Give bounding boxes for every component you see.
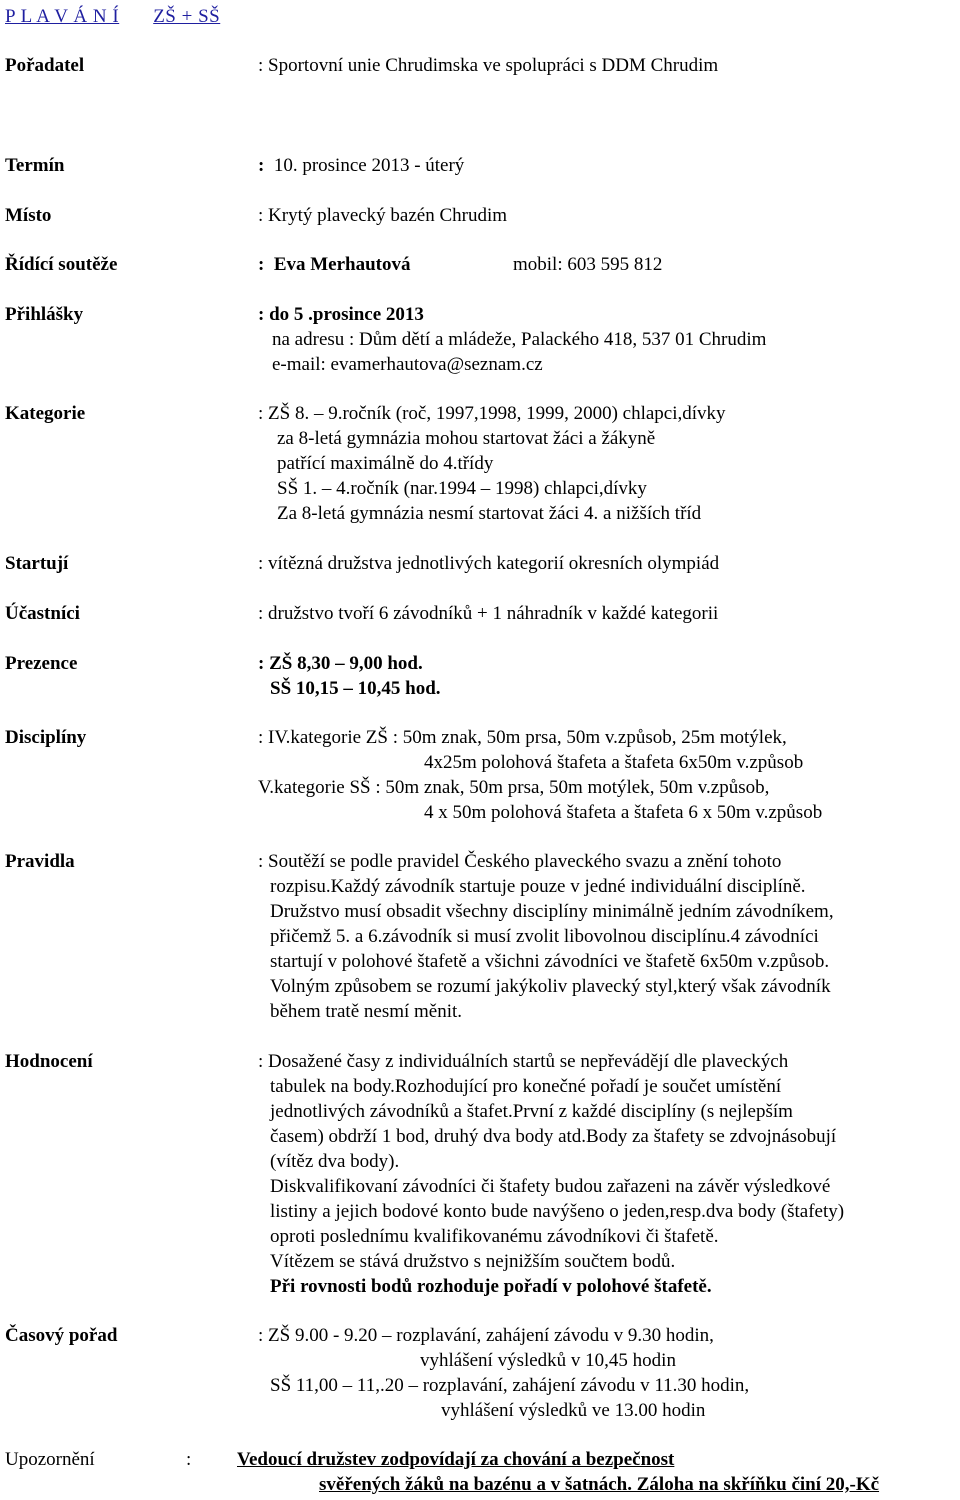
evaluation-line: jednotlivých závodníků a štafet.První z každé disciplíny (s nejlepším: [270, 1101, 793, 1122]
disciplines-line: : IV.kategorie ZŠ : 50m znak, 50m prsa, 50m v.způsob, 25m motýlek,: [258, 727, 787, 748]
applications-label: Přihlášky: [5, 304, 84, 325]
title-sport: P L A V Á N Í: [5, 6, 120, 27]
evaluation-line: oproti poslednímu kvalifikovanému závodníkovi či štafetě.: [270, 1226, 719, 1247]
rules-line: startují v polohové štafetě a všichni závodníci ve štafetě 6x50m v.způsob.: [270, 951, 830, 972]
participants-value: : družstvo tvoří 6 závodníků + 1 náhradník v každé kategorii: [258, 603, 719, 624]
rules-line: rozpisu.Každý závodník startuje pouze v jedné individuální disciplíně.: [270, 876, 806, 897]
rules-line: Družstvo musí obsadit všechny disciplíny minimálně jedním závodníkem,: [270, 901, 834, 922]
place-value: : Krytý plavecký bazén Chrudim: [258, 205, 508, 226]
organizer-value: : Sportovní unie Chrudimska ve spolupráci s DDM Chrudim: [258, 55, 719, 76]
notice-line: Vedoucí družstev zodpovídají za chování a bezpečnost: [237, 1449, 675, 1470]
presence-label: Prezence: [5, 653, 78, 674]
director-phone: mobil: 603 595 812: [513, 254, 663, 275]
evaluation-line: Diskvalifikovaní závodníci či štafety budou zařazeni na závěr výsledkové: [270, 1176, 831, 1197]
evaluation-label: Hodnocení: [5, 1051, 93, 1072]
presence-line-ss: SŠ 10,15 – 10,45 hod.: [270, 678, 441, 699]
document-title: [5, 5, 220, 29]
evaluation-line: (vítěz dva body).: [270, 1151, 400, 1172]
disciplines-label: Disciplíny: [5, 727, 87, 748]
evaluation-line: : Dosažené časy z individuálních startů se nepřevádějí dle plaveckých: [258, 1051, 789, 1072]
date-value: [258, 154, 464, 178]
rules-label: Pravidla: [5, 851, 75, 872]
date-text: 10. prosince 2013 - úterý: [273, 155, 465, 176]
evaluation-line: listiny a jejich bodové konto bude navýšeno o jeden,resp.dva body (štafety): [270, 1201, 845, 1222]
categories-line: za 8-letá gymnázia mohou startovat žáci a žákyně: [277, 428, 656, 449]
schedule-line: SŠ 11,00 – 11,.20 – rozplavání, zahájení závodu v 11.30 hodin,: [270, 1375, 750, 1396]
schedule-line: vyhlášení výsledků ve 13.00 hodin: [441, 1400, 706, 1421]
starting-value: : vítězná družstva jednotlivých kategorií okresních olympiád: [258, 553, 720, 574]
participants-label: Účastníci: [5, 603, 80, 624]
rules-line: Volným způsobem se rozumí jakýkoliv plavecký styl,který však závodník: [270, 976, 831, 997]
presence-line-zs: : ZŠ 8,30 – 9,00 hod.: [258, 653, 423, 674]
notice-label: Upozornění: [5, 1449, 95, 1470]
rules-line: přičemž 5. a 6.závodník si musí zvolit libovolnou disciplínu.4 závodníci: [270, 926, 819, 947]
director-value: [258, 253, 411, 277]
applications-deadline-line: [258, 303, 424, 327]
place-label: Místo: [5, 205, 52, 226]
schedule-label: Časový pořad: [5, 1325, 118, 1346]
date-label: Termín: [5, 155, 65, 176]
director-label: Řídící soutěže: [5, 254, 118, 275]
disciplines-line: 4x25m polohová štafeta a štafeta 6x50m v.způsob: [424, 752, 804, 773]
evaluation-line: Vítězem se stává družstvo s nejnižším součtem bodů.: [270, 1251, 676, 1272]
director-name: Eva Merhautová: [273, 254, 411, 275]
applications-deadline: 5 .prosince 2013: [293, 304, 424, 325]
evaluation-line: tabulek na body.Rozhodující pro konečné pořadí je součet umístění: [270, 1076, 782, 1097]
rules-line: : Soutěží se podle pravidel Českého plaveckého svazu a znění tohoto: [258, 851, 782, 872]
organizer-label: Pořadatel: [5, 55, 85, 76]
evaluation-tiebreak: Při rovnosti bodů rozhoduje pořadí v polohové štafetě.: [270, 1276, 712, 1297]
categories-line: : ZŠ 8. – 9.ročník (roč, 1997,1998, 1999, 2000) chlapci,dívky: [258, 403, 726, 424]
notice-colon: :: [186, 1449, 192, 1470]
disciplines-line: 4 x 50m polohová štafeta a štafeta 6 x 50m v.způsob: [424, 802, 823, 823]
schedule-line: : ZŠ 9.00 - 9.20 – rozplavání, zahájení závodu v 9.30 hodin,: [258, 1325, 714, 1346]
rules-line: během tratě nesmí měnit.: [270, 1001, 463, 1022]
categories-line: patřící maximálně do 4.třídy: [277, 453, 494, 474]
categories-label: Kategorie: [5, 403, 86, 424]
categories-line: Za 8-letá gymnázia nesmí startovat žáci 4. a nižších tříd: [277, 503, 702, 524]
date-colon: :: [258, 155, 265, 176]
categories-line: SŠ 1. – 4.ročník (nar.1994 – 1998) chlapci,dívky: [277, 478, 647, 499]
title-schools: ZŠ + SŠ: [153, 6, 221, 27]
applications-address: na adresu : Dům dětí a mládeže, Palackého 418, 537 01 Chrudim: [272, 329, 767, 350]
evaluation-line: časem) obdrží 1 bod, druhý dva body atd.Body za štafety se zdvojnásobují: [270, 1126, 837, 1147]
schedule-line: vyhlášení výsledků v 10,45 hodin: [420, 1350, 676, 1371]
applications-email: e-mail: evamerhautova@seznam.cz: [272, 354, 543, 375]
director-colon: :: [258, 254, 265, 275]
applications-colon: : do: [258, 304, 290, 325]
starting-label: Startují: [5, 553, 69, 574]
notice-line: svěřených žáků na bazénu a v šatnách. Záloha na skříňku činí 20,-Kč: [319, 1474, 880, 1495]
disciplines-line: V.kategorie SŠ : 50m znak, 50m prsa, 50m motýlek, 50m v.způsob,: [258, 777, 770, 798]
